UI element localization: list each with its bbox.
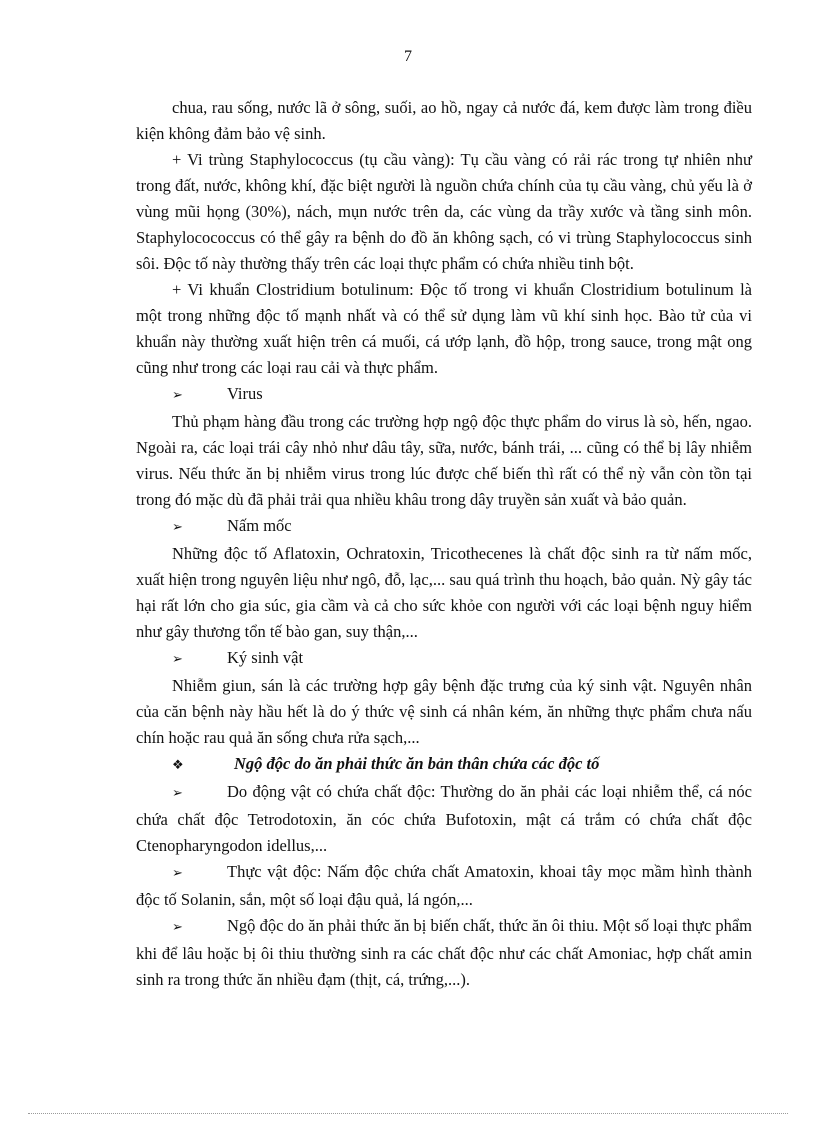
paragraph-spoiled-food bbox=[136, 913, 752, 993]
bullet-parasite-label: Ký sinh vật bbox=[227, 648, 304, 667]
arrow-bullet-icon: ➢ bbox=[172, 920, 183, 935]
section-heading-text: Ngộ độc do ăn phải thức ăn bản thân chứa các độc tố bbox=[234, 754, 600, 773]
diamond-bullet-icon: ❖ bbox=[172, 758, 184, 773]
spoiled-food-text: Ngộ độc do ăn phải thức ăn bị biến chất, thức ăn ôi thiu. Một số loại thực phẩm khi để lâu hoặc bị ôi thiu thường sinh ra các chất độc như các chất Amoniac, hợp chất amin sinh ra trong thức ăn nhiều đạm (thịt, cá, trứng,...). bbox=[136, 916, 752, 989]
paragraph-virus: Thủ phạm hàng đầu trong các trường hợp ngộ độc thực phẩm do virus là sò, hến, ngao. Ngoài ra, các loại trái cây nhỏ như dâu tây, sữa, nước, bánh trái, ... cũng có thể bị lây nhiễm virus. Nếu thức ăn bị nhiễm virus trong lúc được chế biến thì rất có thể nỳ vẫn còn tồn tại trong đó mặc dù đã phải trải qua nhiều khâu trong dây truyền sản xuất và bảo quản. bbox=[136, 412, 752, 509]
bullet-mold-label: Nấm mốc bbox=[227, 516, 292, 535]
section-heading bbox=[172, 751, 752, 779]
page-number: 7 bbox=[404, 48, 412, 65]
plant-toxins-text: Thực vật độc: Nấm độc chứa chất Amatoxin, khoai tây mọc mầm hình thành độc tố Solanin, sắn, một số loại đậu quả, lá ngón,... bbox=[136, 862, 752, 909]
paragraph-plant-toxins bbox=[136, 859, 752, 913]
paragraph-staphylococcus: + Vi trùng Staphylococcus (tụ cầu vàng): Tụ cầu vàng có rải rác trong tự nhiên như trong đất, nước, không khí, đặc biệt người là nguồn chứa chính của tụ cầu vàng, chủ yếu là ở vùng mũi họng (30%), nách, mụn nước trên da, các vùng da trầy xước và tầng sinh môn. Staphylocococcus có thể gây ra bệnh do đồ ăn không sạch, có vi trùng Staphylococcus sinh sôi. Độc tố này thường thấy trên các loại thực phẩm có chứa nhiều tinh bột. bbox=[136, 150, 752, 273]
footer-divider bbox=[28, 1113, 788, 1114]
arrow-bullet-icon: ➢ bbox=[172, 786, 183, 801]
paragraph-parasite: Nhiễm giun, sán là các trường hợp gây bệnh đặc trưng của ký sinh vật. Nguyên nhân của căn bệnh này hầu hết là do ý thức vệ sinh cá nhân kém, ăn những thực phẩm chưa nấu chín hoặc rau quả ăn sống chưa rửa sạch,... bbox=[136, 676, 752, 747]
paragraph-clostridium: + Vi khuẩn Clostridium botulinum: Độc tố trong vi khuẩn Clostridium botulinum là một trong những độc tố mạnh nhất và có thể sử dụng làm vũ khí sinh học. Bào tử của vi khuẩn này thường xuất hiện trên cá muối, cá ướp lạnh, đồ hộp, trong sauce, trong mật ong cũng như trong các loại rau cải và thực phẩm. bbox=[136, 280, 752, 377]
arrow-bullet-icon: ➢ bbox=[172, 520, 183, 535]
arrow-bullet-icon: ➢ bbox=[172, 652, 183, 667]
animal-toxins-text: Do động vật có chứa chất độc: Thường do ăn phải các loại nhiễm thể, cá nóc chứa chất độc Tetrodotoxin, ăn cóc chứa Bufotoxin, mật cá trắm có chứa chất độc Ctenopharyngodon idellus,... bbox=[136, 782, 752, 855]
bullet-mold bbox=[172, 513, 752, 541]
paragraph-animal-toxins bbox=[136, 779, 752, 859]
paragraph-mold: Những độc tố Aflatoxin, Ochratoxin, Tricothecenes là chất độc sinh ra từ nấm mốc, xuất hiện trong nguyên liệu như ngô, đỗ, lạc,... sau quá trình thu hoạch, bảo quản. Nỳ gây tác hại rất lớn cho gia súc, gia cầm và cả cho sức khỏe con người với các loại bệnh nguy hiểm như gây thương tổn tế bào gan, suy thận,... bbox=[136, 544, 752, 641]
document-body bbox=[136, 95, 752, 993]
paragraph-continuation: chua, rau sống, nước lã ở sông, suối, ao hồ, ngay cả nước đá, kem được làm trong điều kiện không đảm bảo vệ sinh. bbox=[136, 98, 752, 143]
bullet-virus bbox=[172, 381, 752, 409]
bullet-parasite bbox=[172, 645, 752, 673]
bullet-virus-label: Virus bbox=[227, 384, 263, 403]
arrow-bullet-icon: ➢ bbox=[172, 388, 183, 403]
arrow-bullet-icon: ➢ bbox=[172, 866, 183, 881]
